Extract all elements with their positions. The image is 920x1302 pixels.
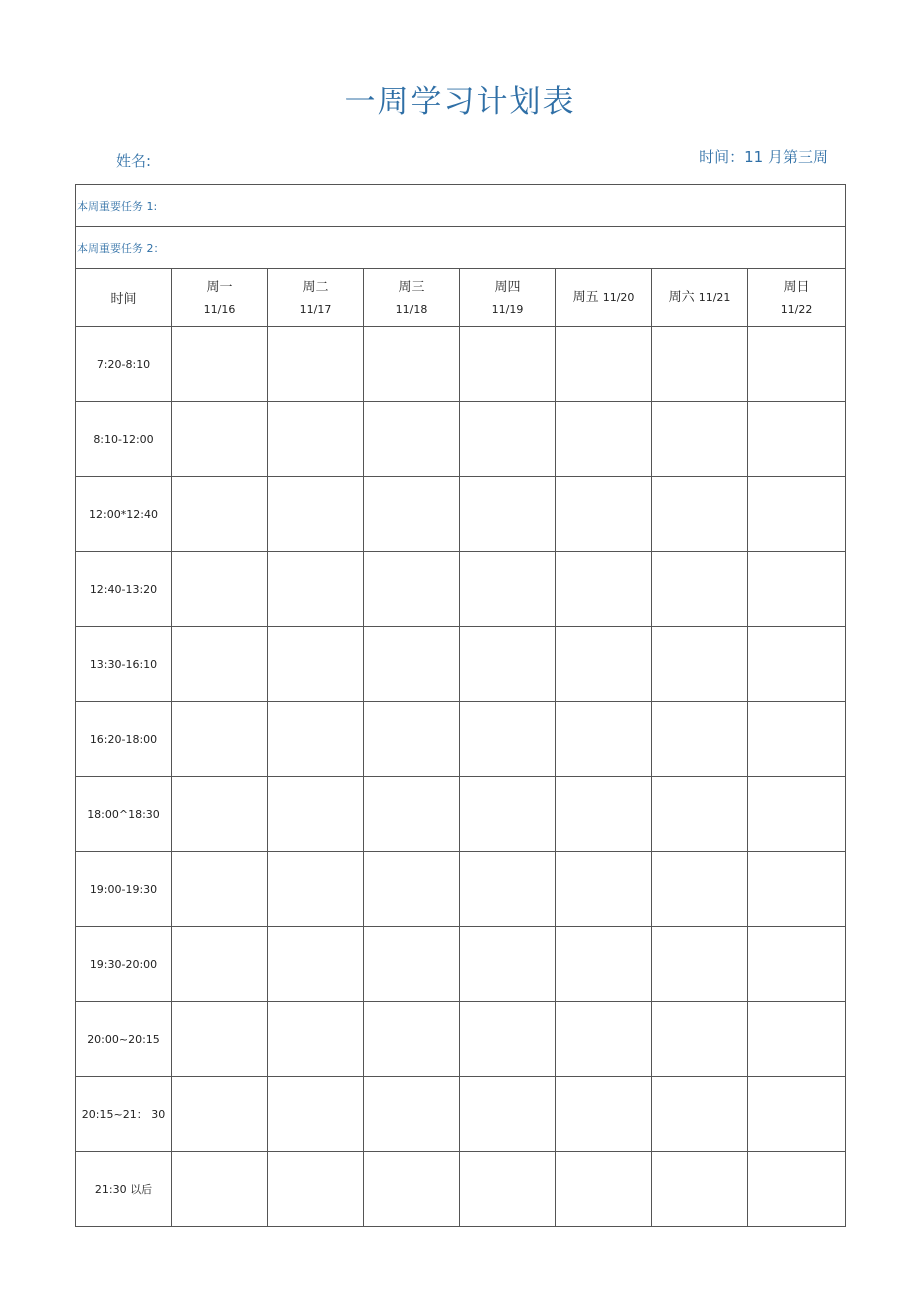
plan-slot-cell[interactable]: [556, 1077, 652, 1152]
plan-slot-cell[interactable]: [652, 627, 748, 702]
plan-slot-cell[interactable]: [268, 1002, 364, 1077]
plan-slot-cell[interactable]: [268, 1152, 364, 1227]
plan-slot-cell[interactable]: [172, 552, 268, 627]
table-row: [76, 1002, 846, 1077]
plan-slot-cell[interactable]: [652, 777, 748, 852]
plan-slot-cell[interactable]: [556, 1152, 652, 1227]
plan-slot-cell[interactable]: [268, 702, 364, 777]
header-row: [76, 269, 846, 327]
day-name: 周二: [302, 279, 329, 295]
day-header-5: [556, 269, 652, 327]
time-slot-cell: 13:30-16:10: [76, 627, 172, 702]
plan-slot-cell[interactable]: [748, 852, 846, 927]
time-slot-cell: 7:20-8:10: [76, 327, 172, 402]
day-date: 11/16: [203, 302, 236, 316]
day-date: 11/22: [780, 302, 813, 316]
plan-slot-cell[interactable]: [364, 702, 460, 777]
plan-slot-cell[interactable]: [460, 852, 556, 927]
plan-slot-cell[interactable]: [556, 1002, 652, 1077]
task-row-2: [76, 227, 846, 269]
time-slot-cell: 16:20-18:00: [76, 702, 172, 777]
plan-slot-cell[interactable]: [556, 927, 652, 1002]
time-label: 时间：11 月第三周: [699, 148, 828, 166]
plan-slot-cell[interactable]: [460, 1152, 556, 1227]
time-header-cell: 时间: [76, 269, 172, 327]
plan-slot-cell[interactable]: [268, 477, 364, 552]
day-header-6: [652, 269, 748, 327]
day-header-4: [460, 269, 556, 327]
table-row: [76, 627, 846, 702]
plan-slot-cell[interactable]: [268, 402, 364, 477]
plan-slot-cell[interactable]: [460, 927, 556, 1002]
plan-slot-cell[interactable]: [748, 327, 846, 402]
plan-slot-cell[interactable]: [556, 402, 652, 477]
plan-slot-cell[interactable]: [268, 777, 364, 852]
task-cell-2[interactable]: 本周重要任务 2：: [76, 227, 846, 269]
plan-slot-cell[interactable]: [364, 927, 460, 1002]
plan-slot-cell[interactable]: [460, 777, 556, 852]
plan-slot-cell[interactable]: [364, 777, 460, 852]
day-name: 周五: [572, 289, 599, 305]
plan-slot-cell[interactable]: [652, 1002, 748, 1077]
plan-slot-cell[interactable]: [172, 702, 268, 777]
plan-slot-cell[interactable]: [172, 927, 268, 1002]
day-header-2: [268, 269, 364, 327]
day-name: 周一: [206, 279, 233, 295]
time-slot-cell: 8:10-12:00: [76, 402, 172, 477]
plan-slot-cell[interactable]: [172, 627, 268, 702]
plan-slot-cell[interactable]: [748, 1077, 846, 1152]
plan-slot-cell[interactable]: [172, 777, 268, 852]
plan-slot-cell[interactable]: [748, 552, 846, 627]
table-row: [76, 1152, 846, 1227]
day-date: 11/20: [602, 290, 635, 304]
plan-slot-cell[interactable]: [460, 552, 556, 627]
day-header-3: [364, 269, 460, 327]
plan-slot-cell[interactable]: [748, 927, 846, 1002]
time-slot-cell: 20:00~20:15: [76, 1002, 172, 1077]
day-header-7: [748, 269, 846, 327]
day-name: 周三: [398, 279, 425, 295]
plan-slot-cell[interactable]: [556, 477, 652, 552]
plan-slot-cell[interactable]: [268, 852, 364, 927]
day-name: 周四: [494, 279, 521, 295]
plan-slot-cell[interactable]: [172, 852, 268, 927]
plan-slot-cell[interactable]: [460, 1077, 556, 1152]
plan-slot-cell[interactable]: [748, 402, 846, 477]
name-label: 姓名:: [116, 152, 152, 170]
table-row: [76, 477, 846, 552]
plan-slot-cell[interactable]: [268, 627, 364, 702]
table-row: [76, 927, 846, 1002]
time-slot-cell: 12:40-13:20: [76, 552, 172, 627]
table-row: [76, 552, 846, 627]
table-row: [76, 777, 846, 852]
plan-slot-cell[interactable]: [172, 1002, 268, 1077]
table-row: [76, 402, 846, 477]
plan-slot-cell[interactable]: [652, 702, 748, 777]
plan-slot-cell[interactable]: [460, 402, 556, 477]
plan-slot-cell[interactable]: [364, 1002, 460, 1077]
plan-slot-cell[interactable]: [556, 702, 652, 777]
time-slot-cell: 21:30 以后: [76, 1152, 172, 1227]
plan-slot-cell[interactable]: [364, 552, 460, 627]
day-date: 11/19: [491, 302, 524, 316]
day-date: 11/18: [395, 302, 428, 316]
plan-slot-cell[interactable]: [172, 1152, 268, 1227]
plan-slot-cell[interactable]: [748, 1152, 846, 1227]
plan-slot-cell[interactable]: [460, 627, 556, 702]
plan-slot-cell[interactable]: [172, 1077, 268, 1152]
plan-slot-cell[interactable]: [364, 477, 460, 552]
time-slot-cell: 19:00-19:30: [76, 852, 172, 927]
plan-slot-cell[interactable]: [652, 477, 748, 552]
plan-slot-cell[interactable]: [652, 927, 748, 1002]
plan-slot-cell[interactable]: [652, 852, 748, 927]
plan-slot-cell[interactable]: [652, 1152, 748, 1227]
plan-slot-cell[interactable]: [268, 552, 364, 627]
plan-slot-cell[interactable]: [364, 1077, 460, 1152]
plan-slot-cell[interactable]: [268, 327, 364, 402]
day-name: 周日: [783, 279, 810, 295]
plan-slot-cell[interactable]: [652, 327, 748, 402]
page-title: 一周学习计划表: [344, 84, 576, 120]
plan-slot-cell[interactable]: [652, 1077, 748, 1152]
table-row: [76, 327, 846, 402]
day-name: 周六: [668, 289, 695, 305]
plan-slot-cell[interactable]: [556, 627, 652, 702]
plan-slot-cell[interactable]: [460, 327, 556, 402]
plan-slot-cell[interactable]: [172, 402, 268, 477]
time-slot-cell: 12:00*12:40: [76, 477, 172, 552]
plan-slot-cell[interactable]: [556, 777, 652, 852]
plan-slot-cell[interactable]: [364, 327, 460, 402]
task-row-1: [76, 185, 846, 227]
plan-slot-cell[interactable]: [364, 402, 460, 477]
plan-slot-cell[interactable]: [460, 477, 556, 552]
plan-slot-cell[interactable]: [748, 702, 846, 777]
table-row: [76, 702, 846, 777]
plan-slot-cell[interactable]: [364, 852, 460, 927]
plan-slot-cell[interactable]: [364, 1152, 460, 1227]
table-row: [76, 1077, 846, 1152]
time-slot-cell: 18:00^18:30: [76, 777, 172, 852]
plan-slot-cell[interactable]: [652, 552, 748, 627]
time-slot-cell: 19:30-20:00: [76, 927, 172, 1002]
plan-slot-cell[interactable]: [172, 327, 268, 402]
plan-slot-cell[interactable]: [172, 477, 268, 552]
plan-slot-cell[interactable]: [748, 477, 846, 552]
plan-slot-cell[interactable]: [556, 852, 652, 927]
table-row: [76, 852, 846, 927]
plan-slot-cell[interactable]: [748, 627, 846, 702]
day-header-1: [172, 269, 268, 327]
task-cell-1[interactable]: 本周重要任务 1:: [76, 185, 846, 227]
plan-slot-cell[interactable]: [748, 777, 846, 852]
plan-slot-cell[interactable]: [748, 1002, 846, 1077]
time-slot-cell: 20:15~21： 30: [76, 1077, 172, 1152]
day-date: 11/21: [698, 290, 731, 304]
plan-slot-cell[interactable]: [268, 927, 364, 1002]
plan-slot-cell[interactable]: [460, 1002, 556, 1077]
study-plan-table: [75, 184, 846, 1227]
plan-slot-cell[interactable]: [268, 1077, 364, 1152]
plan-slot-cell[interactable]: [364, 627, 460, 702]
plan-slot-cell[interactable]: [556, 552, 652, 627]
day-date: 11/17: [299, 302, 332, 316]
plan-slot-cell[interactable]: [652, 402, 748, 477]
plan-slot-cell[interactable]: [556, 327, 652, 402]
plan-slot-cell[interactable]: [460, 702, 556, 777]
